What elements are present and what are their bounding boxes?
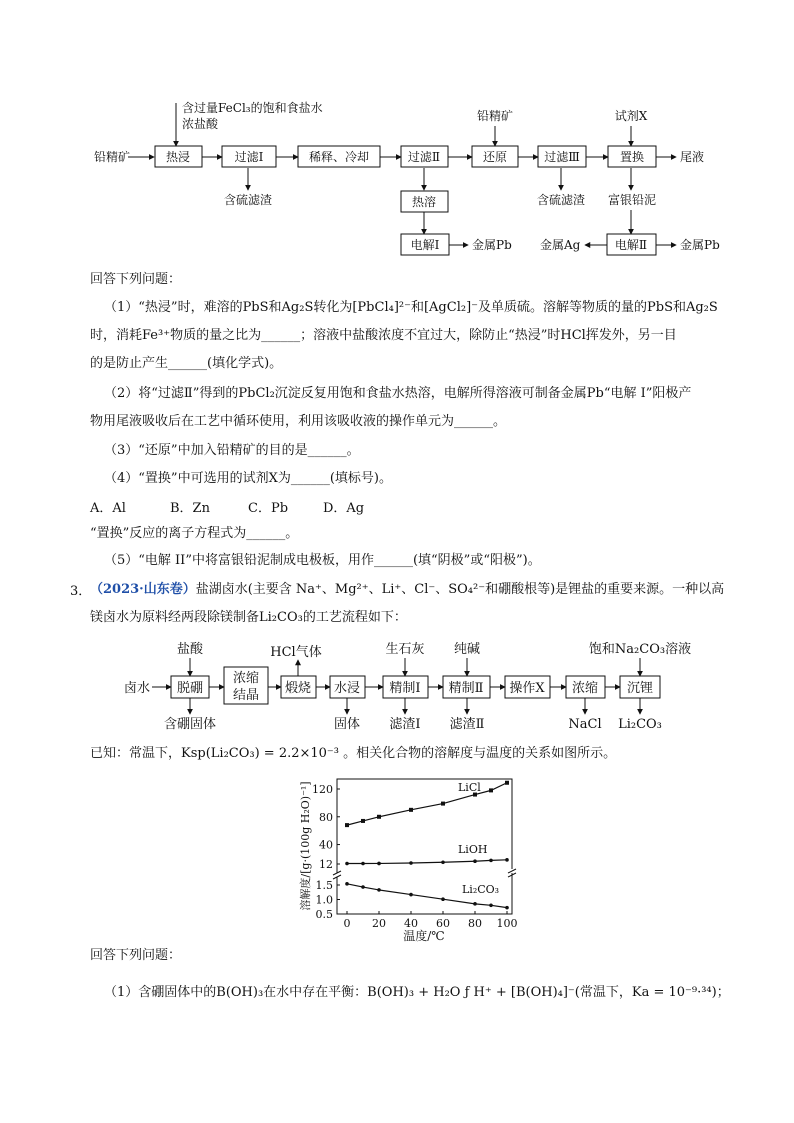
series-line	[347, 783, 507, 825]
x-axis-label: 温度/℃	[403, 929, 445, 943]
svg-text:结晶: 结晶	[232, 688, 260, 703]
svg-text:过滤Ⅰ: 过滤Ⅰ	[234, 150, 264, 164]
output-residue-2: 滤渣Ⅱ	[449, 717, 485, 732]
data-point	[489, 788, 493, 792]
input-lead-concentrate-2: 铅精矿	[476, 109, 514, 123]
question-2-line-a: （2）将“过滤Ⅱ”得到的PbCl₂沉淀反复用饱和食盐水热溶，电解所得溶液可制备金属Pb“电解 I”阳极产	[104, 386, 692, 401]
data-point	[377, 815, 381, 819]
data-point	[441, 802, 445, 806]
svg-text:过滤Ⅲ: 过滤Ⅲ	[544, 150, 580, 164]
data-point	[505, 858, 509, 862]
data-point	[441, 860, 445, 864]
y-tick-label: 1.0	[315, 893, 333, 907]
known-condition: 已知：常温下，Ksp(Li₂CO₃) = 2.2×10⁻³ 。相关化合物的溶解度与温度的关系如图所示。	[90, 746, 617, 761]
svg-text:水浸: 水浸	[333, 681, 361, 696]
data-point	[505, 906, 509, 910]
question-4-equation: “置换”反应的离子方程式为______。	[90, 526, 299, 541]
svg-text:操作X: 操作X	[509, 681, 545, 696]
output-solid: 固体	[333, 717, 361, 732]
svg-text:脱硼: 脱硼	[176, 681, 204, 696]
question-1-line-c: 的是防止产生______(填化学式)。	[90, 356, 283, 371]
x-tick-label: 0	[343, 917, 351, 930]
input-hcl-acid: 盐酸	[176, 642, 204, 657]
input-fecl3-brine: 含过量FeCl₃的饱和食盐水	[182, 101, 323, 115]
feed-lead-concentrate: 铅精矿	[94, 150, 131, 164]
output-metal-pb-2: 金属Pb	[680, 238, 720, 252]
y-tick-label: 12	[319, 858, 333, 871]
y-tick-label: 40	[319, 838, 333, 852]
data-point	[489, 859, 493, 863]
output-residue-1: 滤渣Ⅰ	[389, 717, 421, 732]
option-c: C．Pb	[248, 501, 289, 516]
question-number: 3．	[70, 584, 92, 599]
data-point	[505, 781, 509, 785]
data-point	[441, 897, 445, 901]
feed-brine: 卤水	[124, 681, 151, 696]
output-li2co3: Li₂CO₃	[618, 717, 662, 732]
data-point	[345, 862, 349, 866]
data-point	[377, 862, 381, 866]
question-intro-b: 镁卤水为原料经两段除镁制备Li₂CO₃的工艺流程如下：	[90, 610, 407, 625]
option-d: D．Ag	[323, 501, 365, 516]
question-3: （3）“还原”中加入铅精矿的目的是______。	[104, 443, 360, 458]
question-1-line-b: 时，消耗Fe³⁺物质的量之比为______；溶液中盐酸浓度不宜过大，除防止“热浸”时HCl挥发外，另一目	[90, 328, 677, 343]
answer-prompt-2: 回答下列问题：	[90, 948, 182, 963]
svg-text:浓缩: 浓缩	[232, 671, 260, 686]
data-point	[409, 808, 413, 812]
question-4: （4）“置换”中可选用的试剂X为______(填标号)。	[104, 471, 392, 486]
output-metal-pb-1: 金属Pb	[472, 238, 512, 252]
svg-text:沉锂: 沉锂	[626, 681, 654, 696]
svg-text:还原: 还原	[482, 150, 508, 164]
svg-text:电解Ⅰ: 电解Ⅰ	[410, 238, 440, 252]
data-point	[473, 902, 477, 906]
data-point	[361, 885, 365, 889]
y-tick-label: 120	[312, 783, 333, 796]
svg-text:稀释、冷却: 稀释、冷却	[308, 150, 370, 164]
input-reagent-x: 试剂X	[614, 109, 648, 123]
x-tick-label: 100	[496, 917, 518, 930]
output-metal-ag: 金属Ag	[540, 238, 581, 252]
silver-rich-mud: 富银铅泥	[607, 193, 657, 207]
svg-text:浓缩: 浓缩	[571, 681, 599, 696]
svg-text:热溶: 热溶	[411, 195, 437, 209]
residue-sulfur-1: 含硫滤渣	[223, 193, 273, 207]
output-hcl-gas: HCl气体	[270, 645, 322, 660]
input-hcl: 浓盐酸	[182, 117, 219, 131]
input-soda: 纯碱	[453, 642, 481, 657]
output-tail-liquid: 尾液	[680, 150, 705, 164]
svg-text:精制Ⅰ: 精制Ⅰ	[389, 681, 421, 696]
option-a: A．Al	[90, 501, 126, 516]
svg-text:置换: 置换	[619, 150, 645, 164]
question-3-part-1: （1）含硼固体中的B(OH)₃在水中存在平衡：B(OH)₃ + H₂O ƒ H⁺ + [B(OH)₄]⁻(常温下，Ka = 10⁻⁹·³⁴)；	[104, 985, 730, 1000]
question-2-line-b: 物用尾液吸收后在工艺中循环使用，利用该吸收液的操作单元为______。	[90, 414, 507, 429]
svg-text:电解Ⅱ: 电解Ⅱ	[614, 238, 648, 252]
data-point	[345, 882, 349, 886]
svg-text:精制Ⅱ: 精制Ⅱ	[448, 681, 484, 696]
svg-text:热浸: 热浸	[165, 150, 191, 164]
chart-frame-upper	[337, 779, 512, 873]
series-label: LiOH	[458, 843, 488, 856]
x-tick-label: 60	[436, 917, 450, 930]
y-axis-label: 溶解度/[g·(100g H₂O)⁻¹]	[299, 781, 312, 911]
y-tick-label: 80	[319, 810, 333, 824]
y-tick-label: 1.5	[315, 879, 333, 892]
series-label: LiCl	[458, 781, 481, 794]
input-quicklime: 生石灰	[385, 642, 425, 657]
input-na2co3: 饱和Na₂CO₃溶液	[588, 642, 692, 657]
data-point	[345, 823, 349, 827]
option-b: B．Zn	[170, 501, 210, 516]
data-point	[409, 893, 413, 897]
y-tick-label: 0.5	[315, 908, 333, 921]
question-source: （2023·山东卷）	[90, 582, 196, 597]
x-tick-label: 20	[372, 917, 386, 930]
data-point	[361, 862, 365, 866]
series-line	[347, 860, 507, 864]
x-tick-label: 80	[468, 917, 482, 930]
answer-prompt-1: 回答下列问题：	[90, 272, 182, 287]
question-1-line-a: （1）“热浸”时，难溶的PbS和Ag₂S转化为[PbCl₄]²⁻和[AgCl₂]⁻及单质硫。溶解等物质的量的PbS和Ag₂S	[104, 300, 718, 315]
x-tick-label: 40	[404, 917, 418, 930]
data-point	[361, 819, 365, 823]
output-boron-solid: 含硼固体	[163, 717, 217, 732]
data-point	[409, 861, 413, 865]
data-point	[377, 888, 381, 892]
output-nacl: NaCl	[568, 717, 602, 732]
svg-text:煅烧: 煅烧	[284, 681, 312, 696]
series-label: Li₂CO₃	[462, 883, 500, 896]
data-point	[473, 859, 477, 863]
question-intro-a: （2023·山东卷）盐湖卤水(主要含 Na⁺、Mg²⁺、Li⁺、Cl⁻、SO₄²⁻和硼酸根等)是锂盐的重要来源。一种以高	[90, 582, 725, 597]
question-5: （5）“电解 II”中将富银铅泥制成电极板，用作______(填“阴极”或“阳极”)。	[104, 553, 541, 568]
data-point	[489, 904, 493, 908]
residue-sulfur-2: 含硫滤渣	[536, 193, 586, 207]
svg-text:过滤Ⅱ: 过滤Ⅱ	[407, 150, 441, 164]
